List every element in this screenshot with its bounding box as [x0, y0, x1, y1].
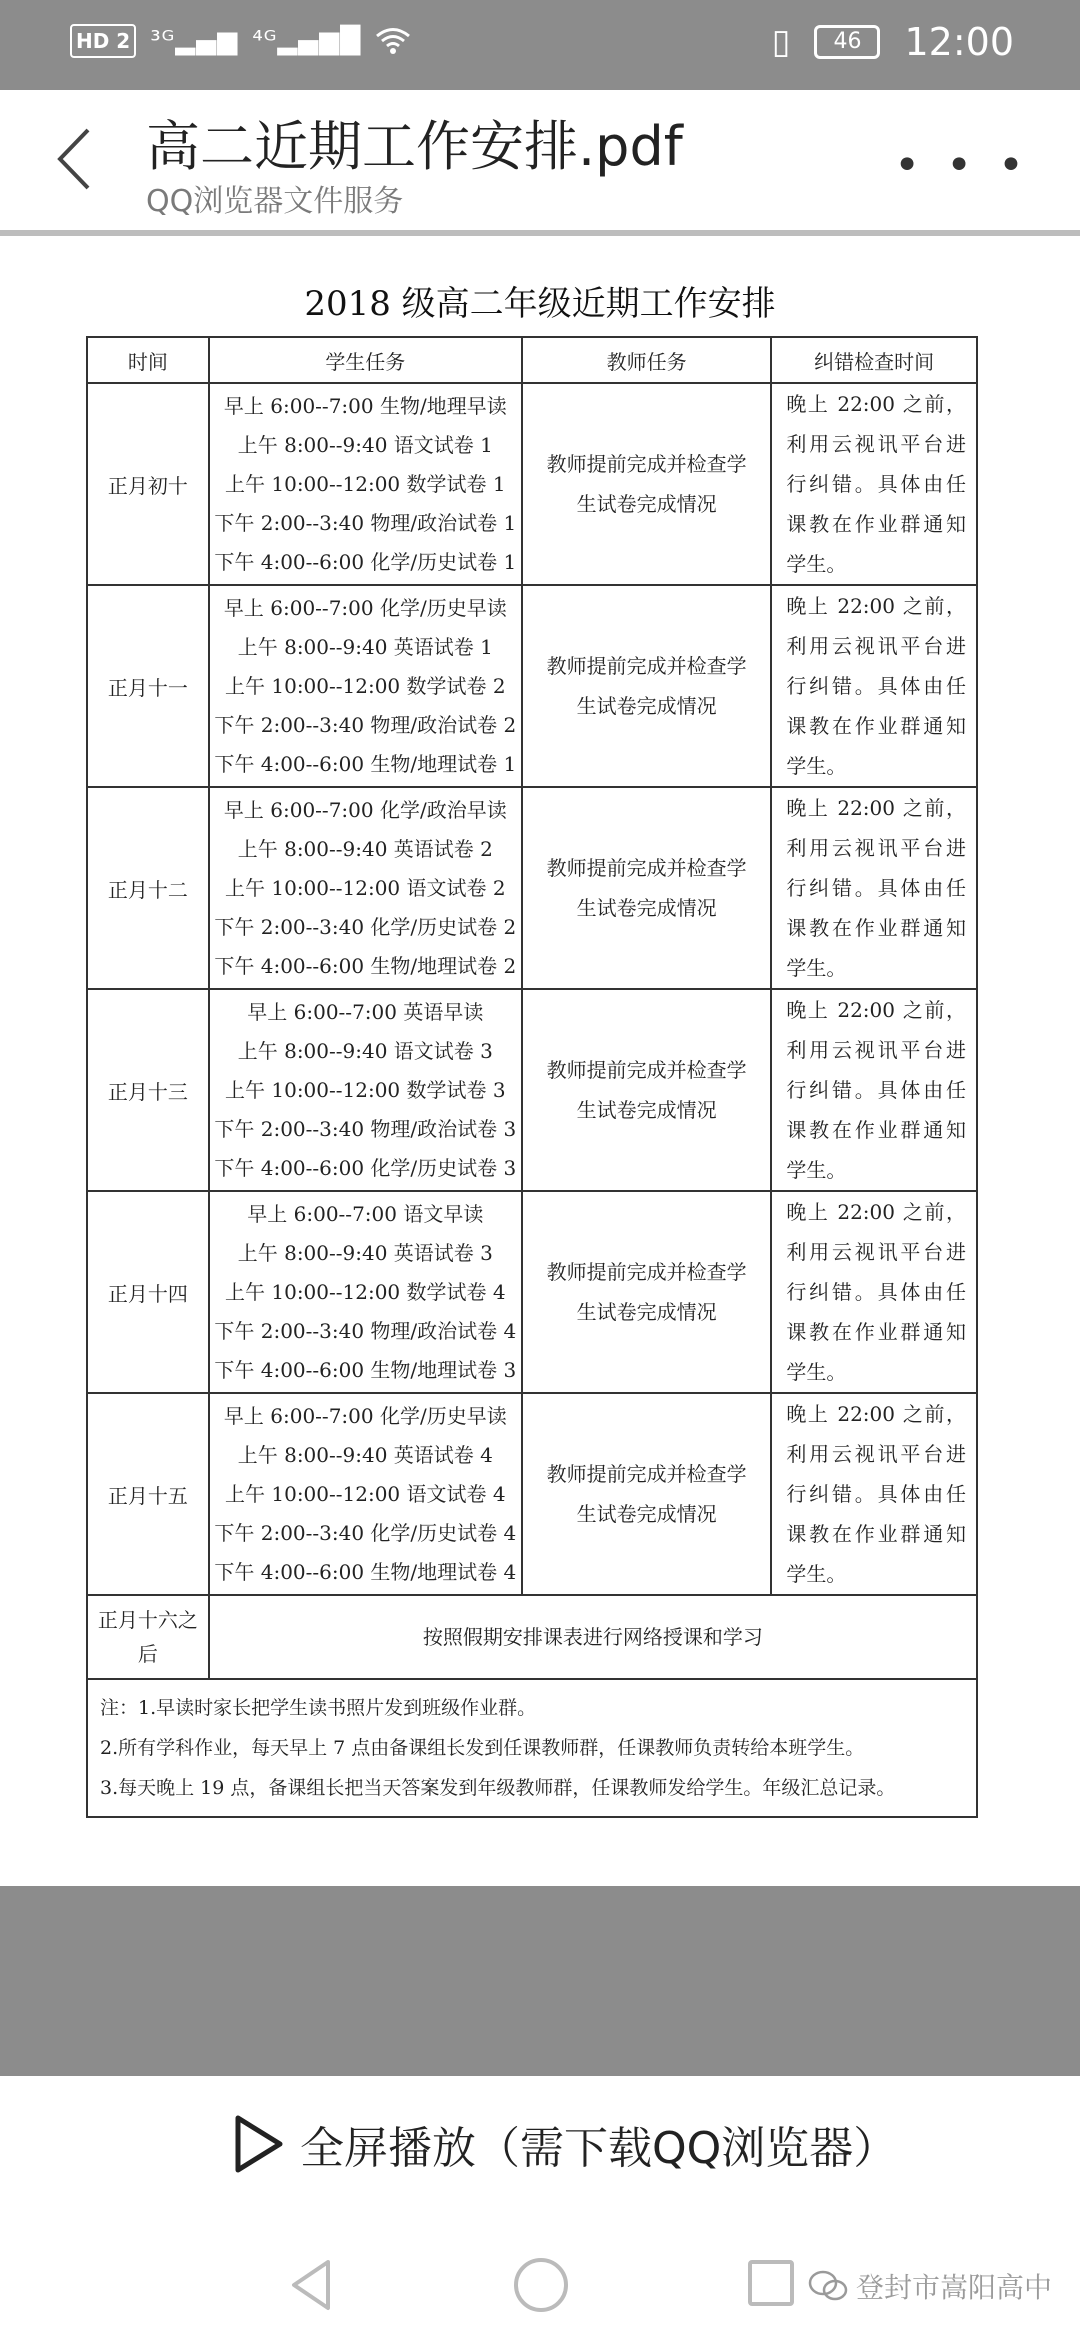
- teacher-task: 教师提前完成并检查学生试卷完成情况: [546, 856, 747, 920]
- student-task: 上午 10:00--12:00 数学试卷 4: [225, 1279, 506, 1304]
- teacher-task-cell: [522, 1393, 771, 1595]
- student-task: 上午 10:00--12:00 语文试卷 4: [225, 1481, 506, 1506]
- hd-icon: HD 2: [70, 24, 136, 58]
- signal-4g-icon: ⁴ᴳ▂▄▆█: [252, 26, 362, 56]
- table-row: [87, 383, 977, 585]
- notes-cell: [87, 1679, 977, 1817]
- column-header: 纠错检查时间: [771, 337, 977, 383]
- teacher-task: 教师提前完成并检查学生试卷完成情况: [546, 654, 747, 718]
- student-task: 上午 10:00--12:00 语文试卷 2: [225, 875, 506, 900]
- table-row: [87, 1393, 977, 1595]
- date-cell: 正月十三: [87, 989, 209, 1191]
- date-cell: 正月初十: [87, 383, 209, 585]
- document-title: 2018 级高二年级近期工作安排: [304, 284, 776, 324]
- fullscreen-play-label: 全屏播放（需下载QQ浏览器）: [300, 2123, 898, 2174]
- app-header: [0, 90, 1080, 232]
- nav-home-icon[interactable]: [514, 2258, 568, 2312]
- note-line: 3.每天晚上 19 点，备课组长把当天答案发到年级教师群，任课教师发给学生。年级汇总记录。: [100, 1777, 896, 1799]
- teacher-task-cell: [522, 383, 771, 585]
- student-task: 早上 6:00--7:00 生物/地理早读: [223, 393, 507, 418]
- student-task-cell: [209, 787, 522, 989]
- schedule-table: [86, 336, 978, 1818]
- student-task-cell: [209, 1393, 522, 1595]
- date-cell: 正月十四: [87, 1191, 209, 1393]
- system-nav-bar: [0, 2236, 1080, 2340]
- vibrate-icon: ▯: [771, 22, 791, 62]
- battery-icon: 46: [814, 25, 880, 59]
- play-icon: [230, 2112, 286, 2176]
- teacher-task-cell: [522, 989, 771, 1191]
- note-line: 注：1.早读时家长把学生读书照片发到班级作业群。: [100, 1697, 537, 1719]
- student-task: 下午 4:00--6:00 生物/地理试卷 4: [214, 1559, 517, 1584]
- bottom-bar: [0, 2076, 1080, 2236]
- column-header: 时间: [87, 337, 209, 383]
- student-task: 早上 6:00--7:00 化学/历史早读: [223, 1403, 507, 1428]
- teacher-task: 教师提前完成并检查学生试卷完成情况: [546, 452, 747, 516]
- student-task: 上午 10:00--12:00 数学试卷 3: [225, 1077, 506, 1102]
- student-task: 下午 4:00--6:00 生物/地理试卷 3: [214, 1357, 517, 1382]
- student-task-cell: [209, 989, 522, 1191]
- teacher-task-cell: [522, 585, 771, 787]
- student-task: 上午 8:00--9:40 英语试卷 3: [237, 1240, 493, 1265]
- column-header: 学生任务: [209, 337, 522, 383]
- check-time-cell: [771, 1191, 977, 1393]
- check-time-cell: [771, 787, 977, 989]
- check-time: 晚上 22:00 之前，利用云视讯平台进行纠错。具体由任课教在作业群通知学生。: [786, 796, 966, 980]
- student-task: 下午 2:00--3:40 物理/政治试卷 4: [214, 1318, 517, 1343]
- file-title: 高二近期工作安排.pdf: [146, 115, 683, 178]
- student-task: 早上 6:00--7:00 化学/历史早读: [223, 595, 507, 620]
- student-task: 下午 2:00--3:40 物理/政治试卷 1: [214, 510, 517, 535]
- student-task: 上午 8:00--9:40 英语试卷 4: [237, 1442, 493, 1467]
- student-task: 下午 4:00--6:00 生物/地理试卷 1: [214, 751, 517, 776]
- student-task: 早上 6:00--7:00 英语早读: [247, 999, 484, 1024]
- fullscreen-play-button[interactable]: [230, 2112, 897, 2176]
- note-line: 2.所有学科作业，每天早上 7 点由备课组长发到任课教师群，任课教师负责转给本班学生。: [100, 1737, 865, 1759]
- teacher-task: 教师提前完成并检查学生试卷完成情况: [546, 1058, 747, 1122]
- student-task: 下午 2:00--3:40 化学/历史试卷 2: [214, 914, 517, 939]
- check-time-cell: [771, 989, 977, 1191]
- student-task: 上午 10:00--12:00 数学试卷 2: [225, 673, 506, 698]
- student-task: 下午 4:00--6:00 生物/地理试卷 2: [214, 953, 517, 978]
- table-header-row: [87, 337, 977, 383]
- wifi-icon: [375, 27, 411, 55]
- student-task: 上午 8:00--9:40 语文试卷 3: [237, 1038, 493, 1063]
- table-row: [87, 1595, 977, 1679]
- check-time: 晚上 22:00 之前，利用云视讯平台进行纠错。具体由任课教在作业群通知学生。: [786, 594, 966, 778]
- check-time: 晚上 22:00 之前，利用云视讯平台进行纠错。具体由任课教在作业群通知学生。: [786, 392, 966, 576]
- online-class-cell: 按照假期安排课表进行网络授课和学习: [209, 1595, 977, 1679]
- nav-recent-apps-icon[interactable]: [748, 2260, 794, 2306]
- table-row: [87, 989, 977, 1191]
- wechat-icon: [808, 2269, 848, 2303]
- student-task-cell: [209, 585, 522, 787]
- student-task: 早上 6:00--7:00 化学/政治早读: [223, 797, 507, 822]
- date-cell: 正月十六之后: [87, 1595, 209, 1679]
- check-time-cell: [771, 1393, 977, 1595]
- watermark-text: 登封市嵩阳高中: [856, 2271, 1053, 2304]
- check-time: 晚上 22:00 之前，利用云视讯平台进行纠错。具体由任课教在作业群通知学生。: [786, 1200, 966, 1384]
- teacher-task-cell: [522, 1191, 771, 1393]
- student-task: 下午 2:00--3:40 物理/政治试卷 3: [214, 1116, 517, 1141]
- date-cell: 正月十五: [87, 1393, 209, 1595]
- nav-back-icon[interactable]: [288, 2258, 338, 2312]
- watermark: [808, 2266, 1052, 2306]
- back-arrow-icon[interactable]: [50, 124, 100, 194]
- student-task: 上午 8:00--9:40 语文试卷 1: [237, 432, 493, 457]
- check-time-cell: [771, 585, 977, 787]
- signal-3g-icon: ³ᴳ▂▄▆: [150, 26, 239, 56]
- table-row: [87, 1191, 977, 1393]
- table-row: [87, 585, 977, 787]
- check-time: 晚上 22:00 之前，利用云视讯平台进行纠错。具体由任课教在作业群通知学生。: [786, 1402, 966, 1586]
- check-time: 晚上 22:00 之前，利用云视讯平台进行纠错。具体由任课教在作业群通知学生。: [786, 998, 966, 1182]
- student-task-cell: [209, 1191, 522, 1393]
- teacher-task: 教师提前完成并检查学生试卷完成情况: [546, 1260, 747, 1324]
- check-time-cell: [771, 383, 977, 585]
- student-task: 上午 10:00--12:00 数学试卷 1: [225, 471, 506, 496]
- table-row: [87, 787, 977, 989]
- notes-row: [87, 1679, 977, 1817]
- column-header: 教师任务: [522, 337, 771, 383]
- status-bar: [0, 0, 1080, 90]
- student-task: 下午 4:00--6:00 化学/历史试卷 3: [214, 1155, 517, 1180]
- student-task: 下午 2:00--3:40 物理/政治试卷 2: [214, 712, 517, 737]
- date-cell: 正月十一: [87, 585, 209, 787]
- more-menu-icon[interactable]: • • •: [894, 140, 1030, 191]
- student-task: 上午 8:00--9:40 英语试卷 2: [237, 836, 493, 861]
- date-cell: 正月十二: [87, 787, 209, 989]
- clock: 12:00: [904, 20, 1014, 64]
- file-subtitle: QQ浏览器文件服务: [146, 184, 404, 219]
- pdf-page: [0, 236, 1080, 1886]
- teacher-task-cell: [522, 787, 771, 989]
- student-task: 下午 4:00--6:00 化学/历史试卷 1: [214, 549, 517, 574]
- student-task: 上午 8:00--9:40 英语试卷 1: [237, 634, 493, 659]
- student-task-cell: [209, 383, 522, 585]
- student-task: 早上 6:00--7:00 语文早读: [247, 1201, 484, 1226]
- student-task: 下午 2:00--3:40 化学/历史试卷 4: [214, 1520, 517, 1545]
- overlay-panel: [0, 1886, 1080, 2076]
- teacher-task: 教师提前完成并检查学生试卷完成情况: [546, 1462, 747, 1526]
